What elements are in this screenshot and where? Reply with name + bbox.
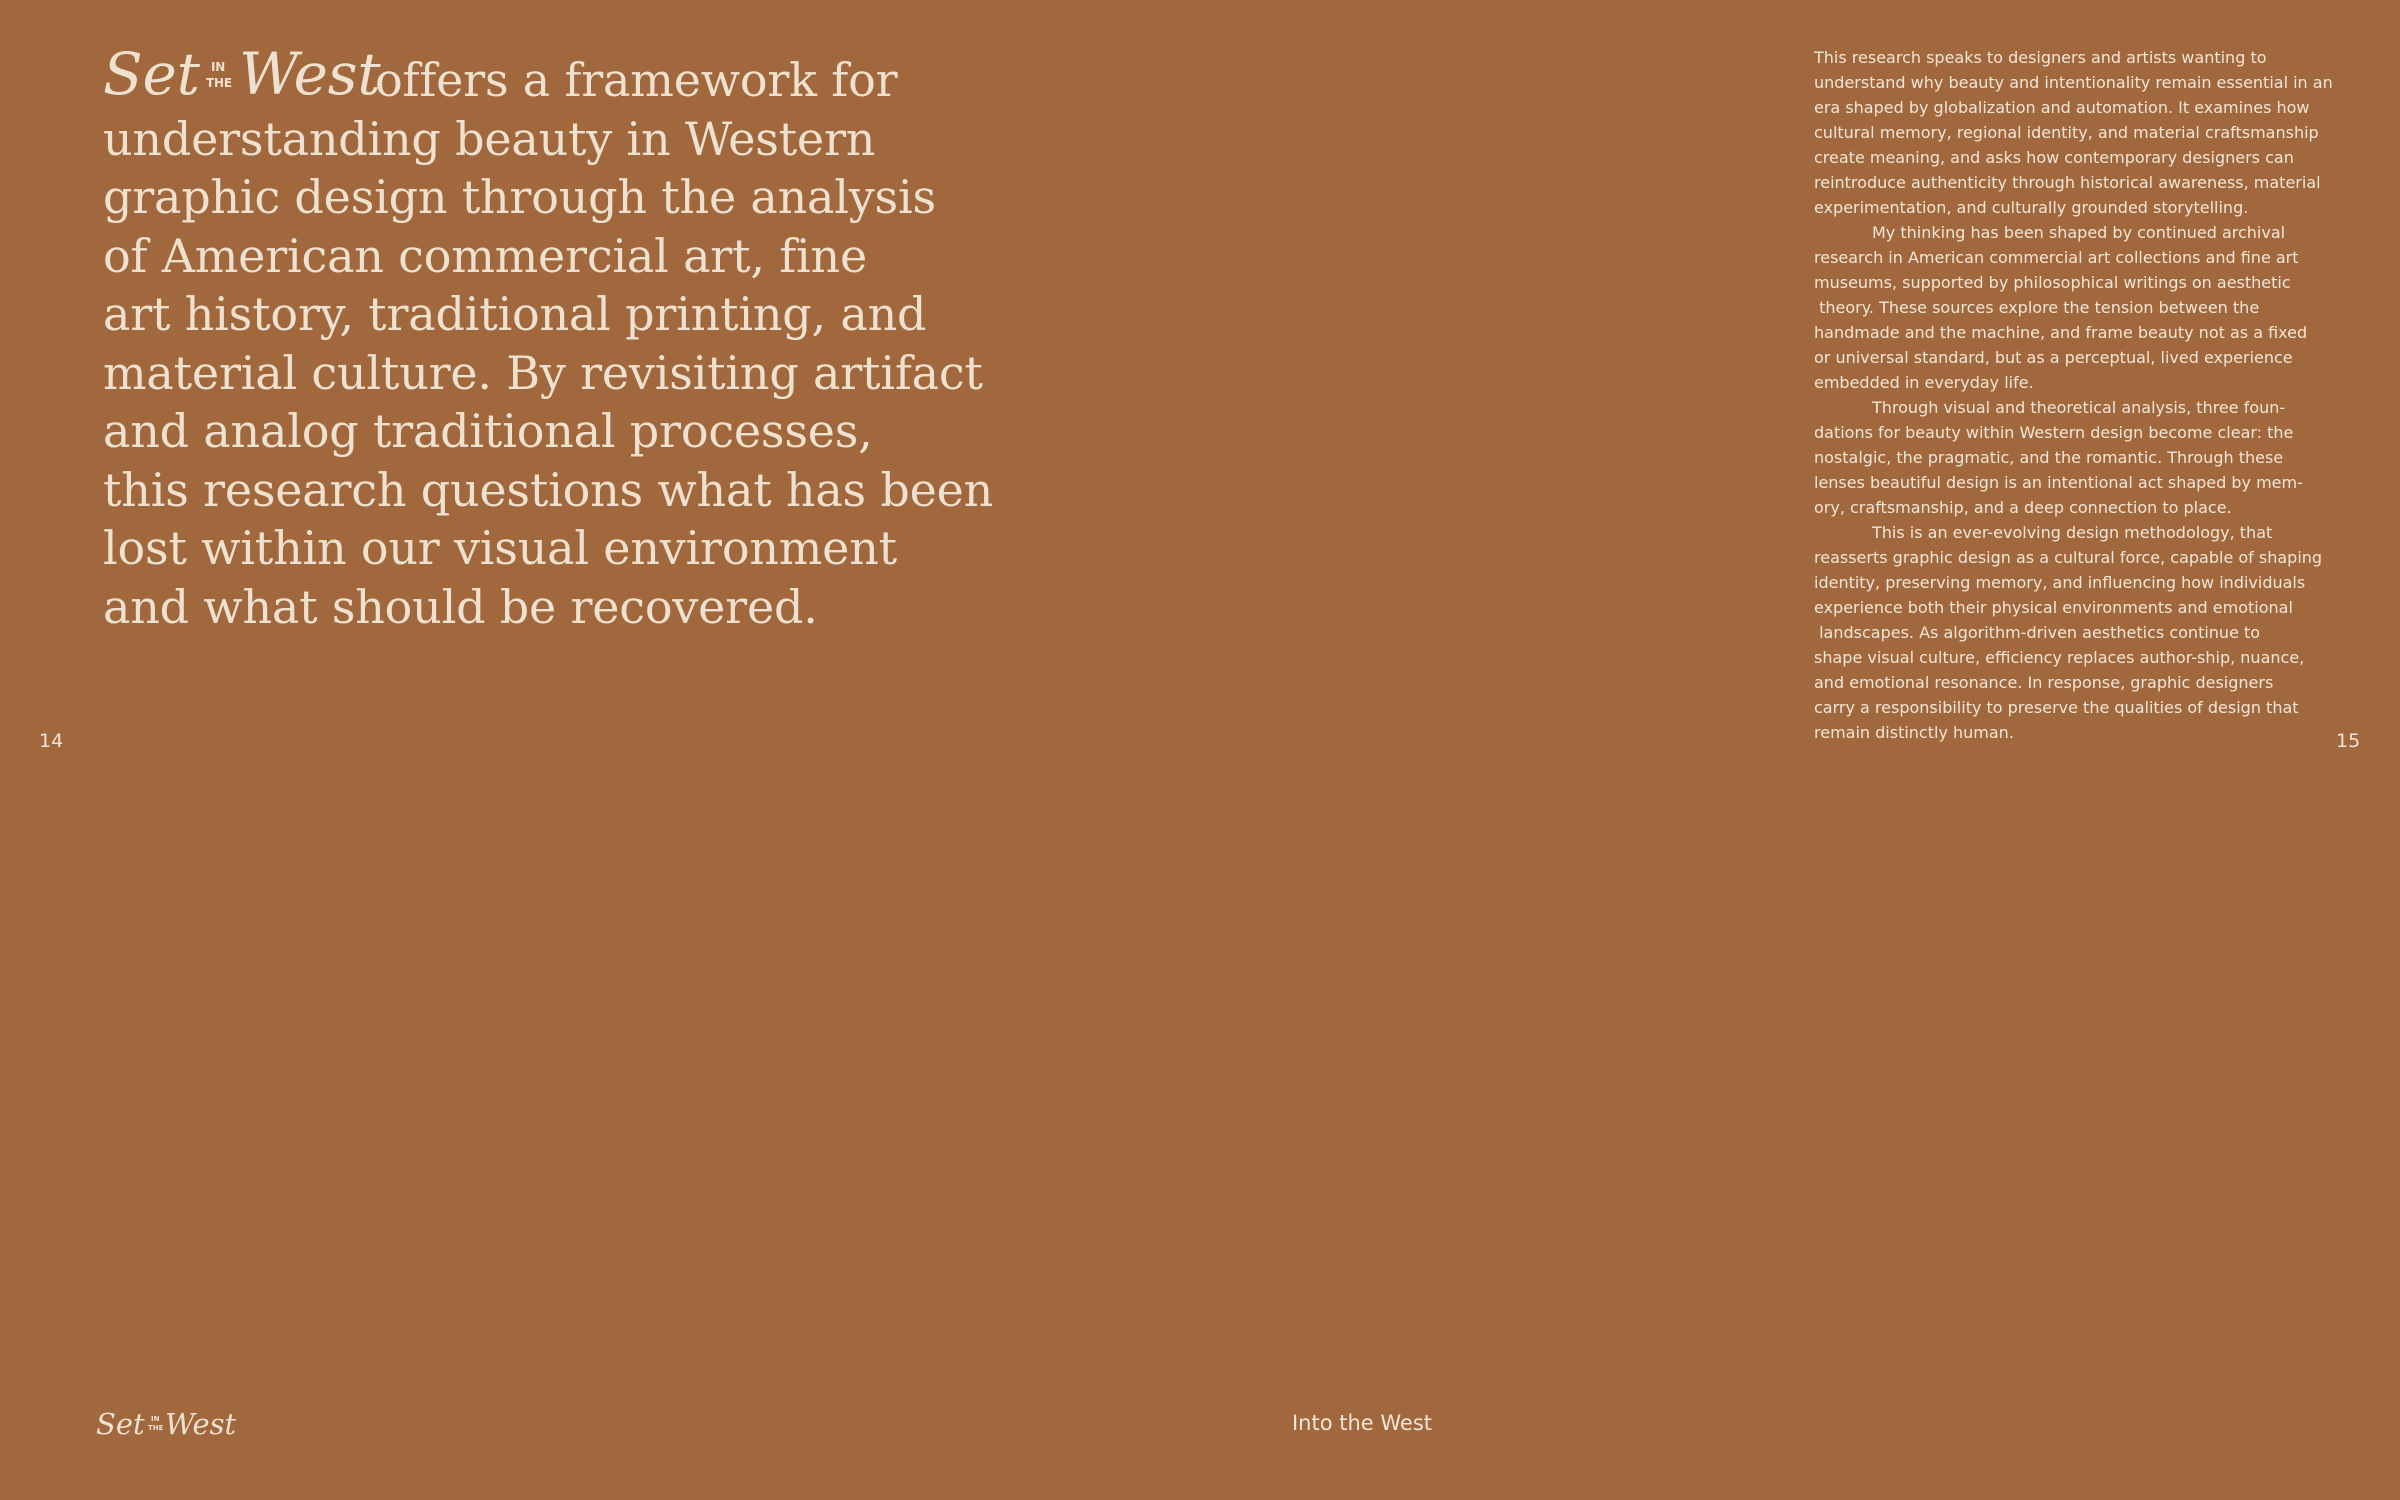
body-line: nostalgic, the pragmatic, and the romantic. Through these xyxy=(1814,448,2284,467)
body-line: and emotional resonance. In response, graphic designers xyxy=(1814,673,2274,692)
body-line: experience both their physical environments and emotional xyxy=(1814,598,2293,617)
body-line: identity, preserving memory, and influencing how individuals xyxy=(1814,573,2306,592)
body-line: reasserts graphic design as a cultural force, capable of shaping xyxy=(1814,548,2323,567)
body-line: embedded in everyday life. xyxy=(1814,373,2034,392)
lead-line: offers a framework for xyxy=(375,53,898,107)
brand-word-west: West xyxy=(239,40,381,108)
footer-logo xyxy=(96,1405,237,1441)
body-line: carry a responsibility to preserve the qualities of design that xyxy=(1814,698,2299,717)
body-line: reintroduce authenticity through historical awareness, material xyxy=(1814,173,2321,192)
body-line: landscapes. As algorithm-driven aesthetics continue to xyxy=(1814,623,2261,642)
body-copy xyxy=(1814,45,2333,745)
brand-word-the: THE xyxy=(206,76,232,90)
body-line: theory. These sources explore the tension between the xyxy=(1814,298,2260,317)
brand-word-in: IN xyxy=(211,60,226,74)
lead-line: of American commercial art, fine xyxy=(103,228,868,283)
body-line: remain distinctly human. xyxy=(1814,723,2014,742)
lead-line: and analog traditional processes, xyxy=(103,404,873,458)
body-line: research in American commercial art collections and fine art xyxy=(1814,248,2299,267)
brand-word-set: Set xyxy=(103,40,200,108)
lead-line: this research questions what has been xyxy=(103,462,994,517)
body-line: Through visual and theoretical analysis, three foun- xyxy=(1872,398,2286,417)
page-number-left: 14 xyxy=(39,730,64,752)
lead-line: art history, traditional printing, and xyxy=(103,287,927,341)
page-number-right: 15 xyxy=(2336,730,2361,752)
body-line: cultural memory, regional identity, and material craftsmanship xyxy=(1814,123,2319,142)
body-line: or universal standard, but as a perceptual, lived experience xyxy=(1814,348,2293,367)
lead-statement xyxy=(103,42,1003,636)
body-line: This research speaks to designers and artists wanting to xyxy=(1814,48,2267,67)
footer-word-west: West xyxy=(165,1407,237,1441)
footer-word-the: THE xyxy=(148,1424,164,1432)
lead-line: material culture. By revisiting artifact xyxy=(103,345,983,400)
body-line: shape visual culture, efficiency replaces author-ship, nuance, xyxy=(1814,648,2305,667)
lead-line: understanding beauty in Western xyxy=(103,111,876,166)
body-line: experimentation, and culturally grounded storytelling. xyxy=(1814,198,2249,217)
lead-line: graphic design through the analysis xyxy=(103,170,936,224)
brand-wordmark xyxy=(103,40,381,108)
body-line: create meaning, and asks how contemporary designers can xyxy=(1814,148,2294,167)
footer-word-in: IN xyxy=(151,1415,160,1423)
body-line: handmade and the machine, and frame beauty not as a fixed xyxy=(1814,323,2308,342)
body-line: dations for beauty within Western design become clear: the xyxy=(1814,423,2294,442)
body-line: My thinking has been shaped by continued archival xyxy=(1872,223,2286,242)
body-line: This is an ever-evolving design methodology, that xyxy=(1872,523,2273,542)
footer-book-title: Into the West xyxy=(1291,1411,1433,1435)
footer-word-set: Set xyxy=(96,1407,145,1441)
lead-line: and what should be recovered. xyxy=(103,579,818,634)
body-line: understand why beauty and intentionality remain essential in an xyxy=(1814,73,2333,92)
body-line: museums, supported by philosophical writings on aesthetic xyxy=(1814,273,2291,292)
lead-line-first xyxy=(103,42,1003,110)
body-line: lenses beautiful design is an intentional act shaped by mem- xyxy=(1814,473,2303,492)
body-line: era shaped by globalization and automation. It examines how xyxy=(1814,98,2310,117)
lead-line: lost within our visual environment xyxy=(103,521,897,575)
body-line: ory, craftsmanship, and a deep connection to place. xyxy=(1814,498,2232,517)
